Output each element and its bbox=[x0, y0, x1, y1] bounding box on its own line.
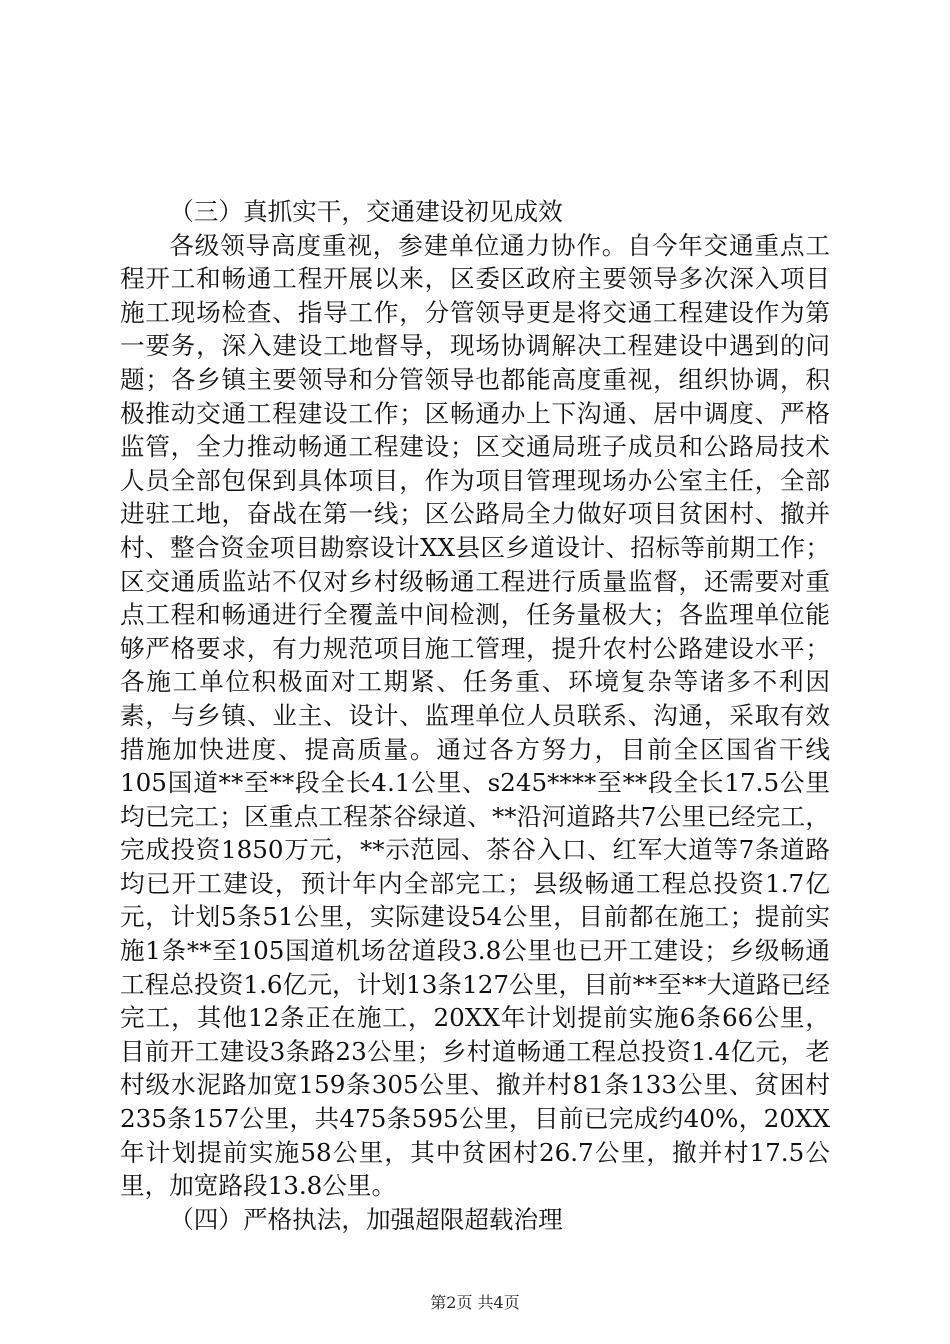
page-footer: 第2页 共4页 bbox=[430, 1293, 520, 1312]
body-paragraph: 各级领导高度重视，参建单位通力协作。自今年交通重点工程开工和畅通工程开展以来，区委区政府主要领导多次深入项目施工现场检查、指导工作，分管领导更是将交通工程建设作为第一要务，深入建设工地督导，现场协调解决工程建设中遇到的问题；各乡镇主要领导和分管领导也都能高度重视，组织协调，积极推动交通工程建设工作；区畅通办上下沟通、居中调度、严格监管，全力推动畅通工程建设；区交通局班子成员和公路局技术人员全部包保到具体项目，作为项目管理现场办公室主任，全部进驻工地，奋战在第一线；区公路局全力做好项目贫困村、撤并村、整合资金项目勘察设计XX县区乡道设计、招标等前期工作；区交通质监站不仅对乡村级畅通工程进行质量监督，还需要对重点工程和畅通进行全覆盖中间检测，任务量极大；各监理单位能够严格要求，有力规范项目施工管理，提升农村公路建设水平；各施工单位积极面对工期紧、任务重、环境复杂等诸多不利因素，与乡镇、业主、设计、监理单位人员联系、沟通，采取有效措施加快进度、提高质量。通过各方努力，目前全区国省干线105国道**至**段全长4.1公里、s245****至**段全长17.5公里均已完工；区重点工程茶谷绿道、**沿河道路共7公里已经完工，完成投资1850万元，**示范园、茶谷入口、红军大道等7条道路均已开工建设，预计年内全部完工；县级畅通工程总投资1.7亿元，计划5条51公里，实际建设54公里，目前都在施工；提前实施1条**至105国道机场岔道段3.8公里也已开工建设；乡级畅通工程总投资1.6亿元，计划13条127公里，目前**至**大道路已经完工，其他12条正在施工，20XX年计划提前实施6条66公里，目前开工建设3条路23公里；乡村道畅通工程总投资1.4亿元，老村级水泥路加宽159条305公里、撤并村81条133公里、贫困村235条157公里，共475条595公里，目前已完成约40%，20XX年计划提前实施58公里，其中贫困村26.7公里，撤并村17.5公里，加宽路段13.8公里。 bbox=[120, 230, 831, 1201]
section-heading-three: （三）真抓实干，交通建设初见成效 bbox=[169, 197, 563, 226]
section-heading-four: （四）严格执法，加强超限超载治理 bbox=[169, 1204, 563, 1234]
document-body bbox=[120, 195, 830, 1236]
